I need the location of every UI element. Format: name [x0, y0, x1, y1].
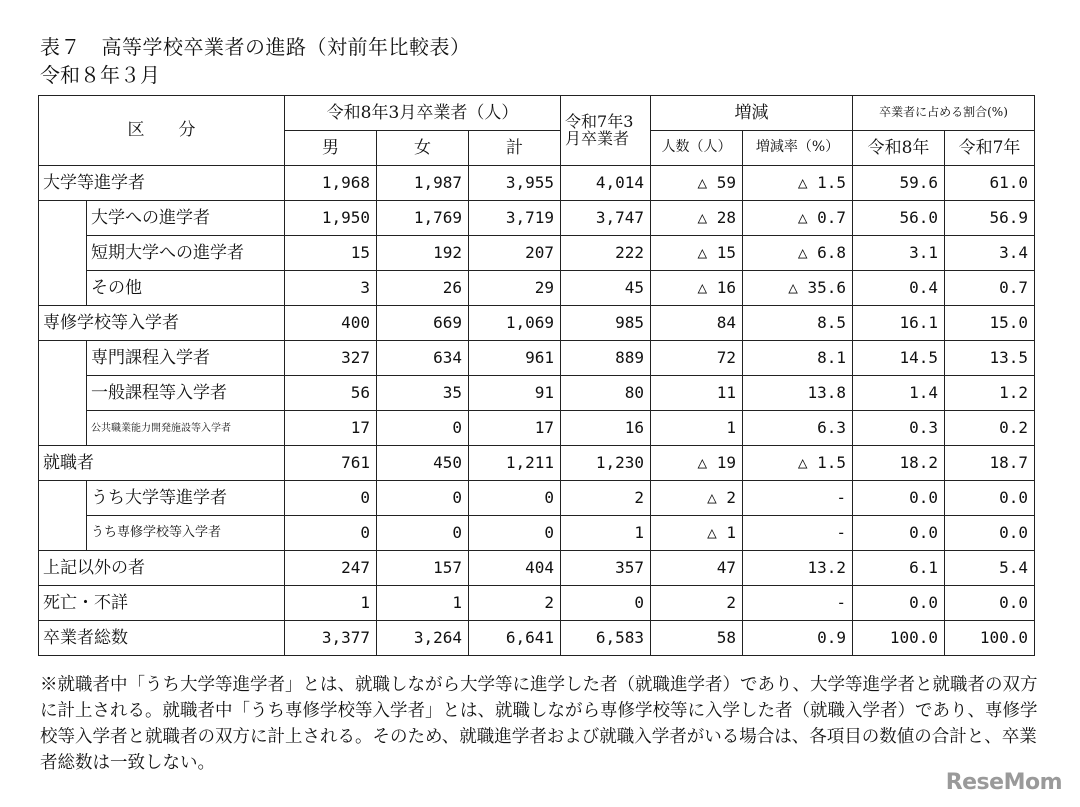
- cell-male: 3,377: [285, 621, 377, 656]
- cell-r7: 985: [561, 306, 651, 341]
- cell-total: 6,641: [469, 621, 561, 656]
- indent-cell: [39, 271, 87, 306]
- cell-male: 1: [285, 586, 377, 621]
- cell-count: 47: [651, 551, 743, 586]
- row-label: 就職者: [39, 446, 285, 481]
- header-r8-group: 令和8年3月卒業者（人）: [285, 96, 561, 131]
- cell-s7: 3.4: [945, 236, 1035, 271]
- cell-female: 634: [377, 341, 469, 376]
- cell-r7: 16: [561, 411, 651, 446]
- cell-rate: △ 1.5: [743, 166, 853, 201]
- cell-r7: 80: [561, 376, 651, 411]
- row-label: 卒業者総数: [39, 621, 285, 656]
- cell-s8: 59.6: [853, 166, 945, 201]
- cell-female: 669: [377, 306, 469, 341]
- cell-r7: 889: [561, 341, 651, 376]
- cell-s8: 18.2: [853, 446, 945, 481]
- cell-male: 0: [285, 481, 377, 516]
- cell-male: 761: [285, 446, 377, 481]
- cell-male: 3: [285, 271, 377, 306]
- cell-rate: △ 6.8: [743, 236, 853, 271]
- table-row: [39, 341, 1035, 376]
- row-sublabel: 短期大学への進学者: [87, 236, 285, 271]
- cell-s7: 56.9: [945, 201, 1035, 236]
- cell-total: 961: [469, 341, 561, 376]
- header-r7: 令和7年3月卒業者: [561, 96, 651, 166]
- row-label: 死亡・不詳: [39, 586, 285, 621]
- header-kubun: 区 分: [39, 96, 285, 166]
- row-label: 専修学校等入学者: [39, 306, 285, 341]
- header-count: 人数（人）: [651, 131, 743, 166]
- row-sublabel: うち専修学校等入学者: [87, 516, 285, 551]
- indent-cell: [39, 376, 87, 411]
- career-table: [38, 95, 1035, 656]
- table-body: [39, 166, 1035, 656]
- cell-r7: 0: [561, 586, 651, 621]
- cell-total: 0: [469, 516, 561, 551]
- cell-male: 1,968: [285, 166, 377, 201]
- cell-s8: 16.1: [853, 306, 945, 341]
- cell-female: 0: [377, 411, 469, 446]
- cell-s7: 61.0: [945, 166, 1035, 201]
- cell-male: 1,950: [285, 201, 377, 236]
- cell-female: 192: [377, 236, 469, 271]
- cell-total: 2: [469, 586, 561, 621]
- cell-rate: -: [743, 516, 853, 551]
- cell-female: 0: [377, 516, 469, 551]
- header-male: 男: [285, 131, 377, 166]
- table-row: [39, 411, 1035, 446]
- cell-count: △ 15: [651, 236, 743, 271]
- cell-count: △ 19: [651, 446, 743, 481]
- cell-count: △ 59: [651, 166, 743, 201]
- cell-female: 3,264: [377, 621, 469, 656]
- cell-s8: 14.5: [853, 341, 945, 376]
- cell-total: 1,069: [469, 306, 561, 341]
- row-label: 大学等進学者: [39, 166, 285, 201]
- cell-s7: 15.0: [945, 306, 1035, 341]
- indent-cell: [39, 411, 87, 446]
- row-sublabel: 公共職業能力開発施設等入学者: [87, 411, 285, 446]
- cell-s8: 0.3: [853, 411, 945, 446]
- table-row: [39, 236, 1035, 271]
- cell-r7: 357: [561, 551, 651, 586]
- cell-rate: △ 1.5: [743, 446, 853, 481]
- cell-r7: 6,583: [561, 621, 651, 656]
- cell-s8: 56.0: [853, 201, 945, 236]
- cell-s7: 0.2: [945, 411, 1035, 446]
- row-sublabel: 専門課程入学者: [87, 341, 285, 376]
- cell-count: 2: [651, 586, 743, 621]
- cell-total: 17: [469, 411, 561, 446]
- cell-count: 84: [651, 306, 743, 341]
- header-rate: 増減率（%）: [743, 131, 853, 166]
- indent-cell: [39, 481, 87, 516]
- indent-cell: [39, 236, 87, 271]
- cell-s7: 0.0: [945, 481, 1035, 516]
- cell-male: 400: [285, 306, 377, 341]
- cell-female: 35: [377, 376, 469, 411]
- cell-s8: 100.0: [853, 621, 945, 656]
- indent-cell: [39, 201, 87, 236]
- cell-s7: 0.7: [945, 271, 1035, 306]
- cell-male: 327: [285, 341, 377, 376]
- cell-rate: △ 35.6: [743, 271, 853, 306]
- cell-female: 26: [377, 271, 469, 306]
- row-sublabel: 大学への進学者: [87, 201, 285, 236]
- cell-rate: 6.3: [743, 411, 853, 446]
- table-row: [39, 621, 1035, 656]
- indent-cell: [39, 341, 87, 376]
- cell-rate: -: [743, 481, 853, 516]
- header-share-r8: 令和8年: [853, 131, 945, 166]
- cell-count: △ 2: [651, 481, 743, 516]
- cell-total: 3,719: [469, 201, 561, 236]
- table-row: [39, 446, 1035, 481]
- cell-s8: 0.0: [853, 481, 945, 516]
- header-share: 卒業者に占める割合(%): [853, 96, 1035, 131]
- cell-female: 157: [377, 551, 469, 586]
- cell-r7: 4,014: [561, 166, 651, 201]
- cell-s8: 1.4: [853, 376, 945, 411]
- cell-rate: 13.2: [743, 551, 853, 586]
- cell-s7: 18.7: [945, 446, 1035, 481]
- table-row: [39, 551, 1035, 586]
- cell-s7: 1.2: [945, 376, 1035, 411]
- row-sublabel: 一般課程等入学者: [87, 376, 285, 411]
- cell-male: 0: [285, 516, 377, 551]
- header-change: 増減: [651, 96, 853, 131]
- cell-rate: -: [743, 586, 853, 621]
- cell-total: 29: [469, 271, 561, 306]
- cell-rate: 8.1: [743, 341, 853, 376]
- cell-s8: 0.4: [853, 271, 945, 306]
- table-subtitle: 令和８年３月: [40, 63, 160, 87]
- cell-total: 91: [469, 376, 561, 411]
- indent-cell: [39, 516, 87, 551]
- cell-total: 207: [469, 236, 561, 271]
- table-row: [39, 516, 1035, 551]
- cell-total: 3,955: [469, 166, 561, 201]
- cell-count: △ 1: [651, 516, 743, 551]
- cell-female: 0: [377, 481, 469, 516]
- table-row: [39, 306, 1035, 341]
- cell-male: 15: [285, 236, 377, 271]
- cell-female: 1: [377, 586, 469, 621]
- cell-s8: 6.1: [853, 551, 945, 586]
- cell-female: 1,769: [377, 201, 469, 236]
- cell-male: 247: [285, 551, 377, 586]
- cell-s7: 100.0: [945, 621, 1035, 656]
- cell-total: 404: [469, 551, 561, 586]
- table-row: [39, 271, 1035, 306]
- cell-count: △ 28: [651, 201, 743, 236]
- cell-count: 58: [651, 621, 743, 656]
- cell-r7: 3,747: [561, 201, 651, 236]
- cell-rate: 0.9: [743, 621, 853, 656]
- cell-s7: 0.0: [945, 516, 1035, 551]
- cell-s7: 5.4: [945, 551, 1035, 586]
- cell-count: 1: [651, 411, 743, 446]
- cell-count: 11: [651, 376, 743, 411]
- header-share-r7: 令和7年: [945, 131, 1035, 166]
- cell-total: 0: [469, 481, 561, 516]
- cell-r7: 222: [561, 236, 651, 271]
- cell-s8: 3.1: [853, 236, 945, 271]
- row-sublabel: その他: [87, 271, 285, 306]
- cell-male: 17: [285, 411, 377, 446]
- cell-count: 72: [651, 341, 743, 376]
- header-female: 女: [377, 131, 469, 166]
- cell-r7: 1,230: [561, 446, 651, 481]
- table-row: [39, 376, 1035, 411]
- cell-r7: 45: [561, 271, 651, 306]
- table-row: [39, 201, 1035, 236]
- cell-female: 450: [377, 446, 469, 481]
- cell-r7: 2: [561, 481, 651, 516]
- cell-total: 1,211: [469, 446, 561, 481]
- cell-r7: 1: [561, 516, 651, 551]
- table-row: [39, 481, 1035, 516]
- cell-s8: 0.0: [853, 586, 945, 621]
- row-label: 上記以外の者: [39, 551, 285, 586]
- cell-s7: 13.5: [945, 341, 1035, 376]
- cell-s8: 0.0: [853, 516, 945, 551]
- header-total: 計: [469, 131, 561, 166]
- cell-rate: 13.8: [743, 376, 853, 411]
- cell-s7: 0.0: [945, 586, 1035, 621]
- cell-rate: △ 0.7: [743, 201, 853, 236]
- table-row: [39, 166, 1035, 201]
- cell-count: △ 16: [651, 271, 743, 306]
- footnote: ※就職者中「うち大学等進学者」とは、就職しながら大学等に進学した者（就職進学者）であり、大学等進学者と就職者の双方に計上される。就職者中「うち専修学校等入学者」とは、就職しながら専修学校等に入学した者（就職入学者）であり、専修学校等入学者と就職者の双方に計上される。そのため、就職進学者および就職入学者がいる場合は、各項目の数値の合計と、卒業者総数は一致しない。: [40, 675, 1038, 773]
- table-row: [39, 586, 1035, 621]
- cell-rate: 8.5: [743, 306, 853, 341]
- cell-female: 1,987: [377, 166, 469, 201]
- table-title: 表７ 高等学校卒業者の進路（対前年比較表）: [40, 35, 471, 59]
- cell-male: 56: [285, 376, 377, 411]
- resemom-logo: ReseMom: [945, 770, 1062, 795]
- row-sublabel: うち大学等進学者: [87, 481, 285, 516]
